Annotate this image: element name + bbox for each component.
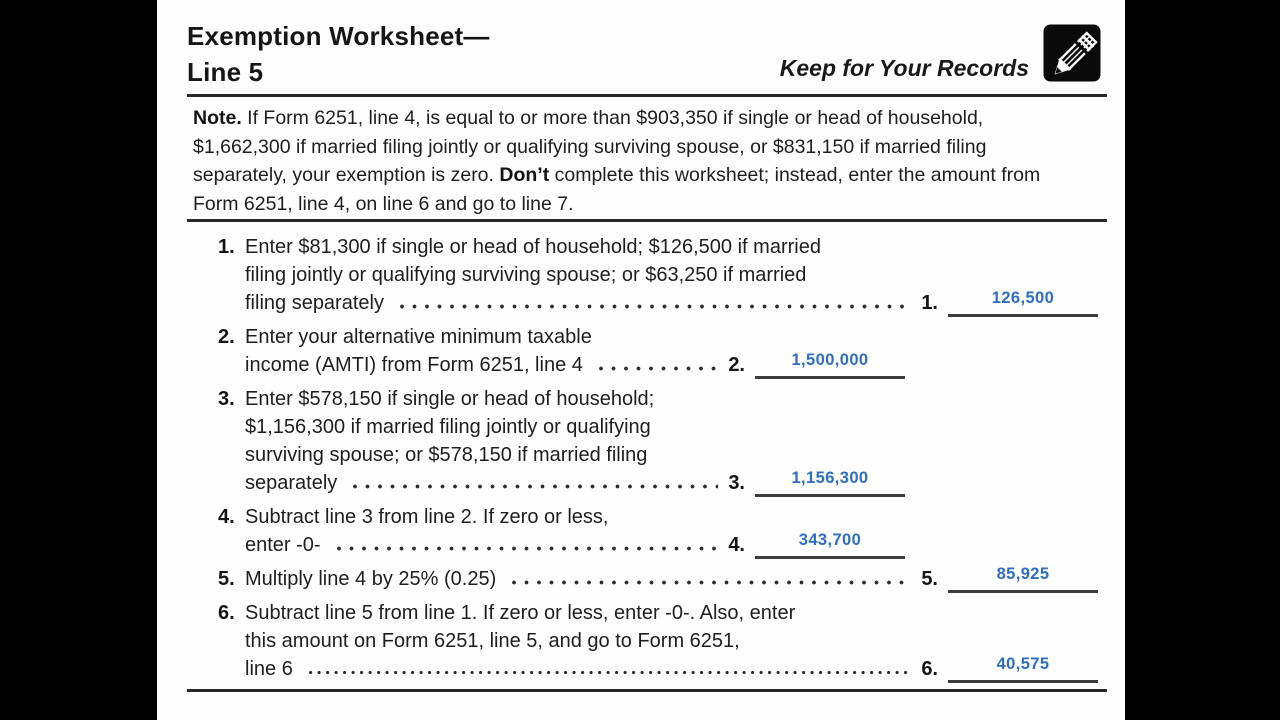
line-entry-row [245,289,1098,317]
line-text: separately [245,472,338,494]
dotted-leader [599,366,718,371]
note-text: complete this worksheet; instead, enter the amount from [549,164,1041,186]
note-text: Form 6251, line 4, on line 6 and go to line 7. [193,192,574,215]
keep-for-your-records-label: Keep for Your Records [779,55,1029,81]
line-text: Enter $81,300 if single or head of household; $126,500 if married [245,236,821,258]
line-2-amount-field [755,351,905,379]
line-body [245,565,1098,593]
dotted-leader [337,546,719,551]
line-entry-row [245,655,1098,683]
line-entry-row [245,531,905,559]
note-text: $1,662,300 if married filing jointly or qualifying surviving spouse, or $831,150 if married filing [193,135,987,158]
line-3-amount-value: 1,156,300 [791,469,869,487]
dotted-leader [353,484,718,489]
line-1-amount-field [948,289,1098,317]
worksheet-line-3 [218,385,905,497]
note-line [193,190,1040,219]
answer-line-number: 5. [921,568,938,590]
answer-line-number: 3. [728,472,745,494]
line-5-amount-field [948,565,1098,593]
line-text: Enter $578,150 if single or head of household; [245,388,655,410]
line-number: 6. [218,602,235,624]
worksheet-line-4 [218,503,905,559]
page-title-line2: Line 5 [187,57,264,87]
answer-line-number: 2. [728,354,745,376]
line-6-amount-field [948,655,1098,683]
worksheet-page [157,0,1125,720]
line-6-amount-value: 40,575 [996,655,1050,673]
dotted-leader [512,580,911,585]
pencil-icon [1043,24,1101,82]
note-text: If Form 6251, line 4, is equal to or more than $903,350 if single or head of household, [241,107,984,129]
line-number: 3. [218,388,235,410]
line-text: Multiply line 4 by 25% (0.25) [245,568,497,590]
line-text: surviving spouse; or $578,150 if married filing [245,444,648,466]
page-title [187,18,490,90]
line-body [245,233,1098,317]
answer-line-number: 6. [921,658,938,680]
dotted-leader [309,670,912,675]
line-text: enter -0- [245,534,321,556]
dotted-leader [400,304,911,309]
note-line [193,133,1040,162]
note-divider [187,219,1107,222]
line-text: filing jointly or qualifying surviving spouse; or $63,250 if married [245,264,807,286]
line-text: this amount on Form 6251, line 5, and go to Form 6251, [245,630,740,652]
line-entry-row [245,351,905,379]
header-divider [187,94,1107,97]
note-paragraph [193,104,1040,218]
line-number: 4. [218,506,235,528]
line-text: $1,156,300 if married filing jointly or qualifying [245,416,651,438]
line-text: filing separately [245,292,384,314]
line-text: Subtract line 3 from line 2. If zero or less, [245,506,609,528]
worksheet-line-5 [218,565,1098,593]
answer-line-number: 1. [921,292,938,314]
line-3-amount-field [755,469,905,497]
note-bold-word: Don’t [499,164,550,186]
line-2-amount-value: 1,500,000 [791,351,869,369]
line-entry-row [245,565,1098,593]
line-text: income (AMTI) from Form 6251, line 4 [245,354,583,376]
worksheet-lines [218,233,1098,689]
line-4-amount-field [755,531,905,559]
note-bold-label: Note. [193,107,242,129]
line-body [245,385,905,497]
note-line [193,161,1040,190]
line-5-amount-value: 85,925 [996,565,1050,583]
line-body [245,503,905,559]
line-text: Subtract line 5 from line 1. If zero or less, enter -0-. Also, enter [245,602,796,624]
line-body [245,599,1098,683]
line-text: Enter your alternative minimum taxable [245,326,592,348]
worksheet-line-6 [218,599,1098,683]
note-text: separately, your exemption is zero. [193,164,500,186]
line-1-amount-value: 126,500 [991,289,1055,307]
bottom-divider [187,689,1107,692]
page-title-line1: Exemption Worksheet— [187,21,490,51]
line-4-amount-value: 343,700 [798,531,862,549]
line-text: line 6 [245,658,293,680]
line-number: 5. [218,568,235,590]
worksheet-line-2 [218,323,905,379]
line-number: 1. [218,236,235,258]
line-number: 2. [218,326,235,348]
worksheet-line-1 [218,233,1098,317]
note-line [193,104,1040,133]
line-entry-row [245,469,905,497]
line-body [245,323,905,379]
answer-line-number: 4. [728,534,745,556]
